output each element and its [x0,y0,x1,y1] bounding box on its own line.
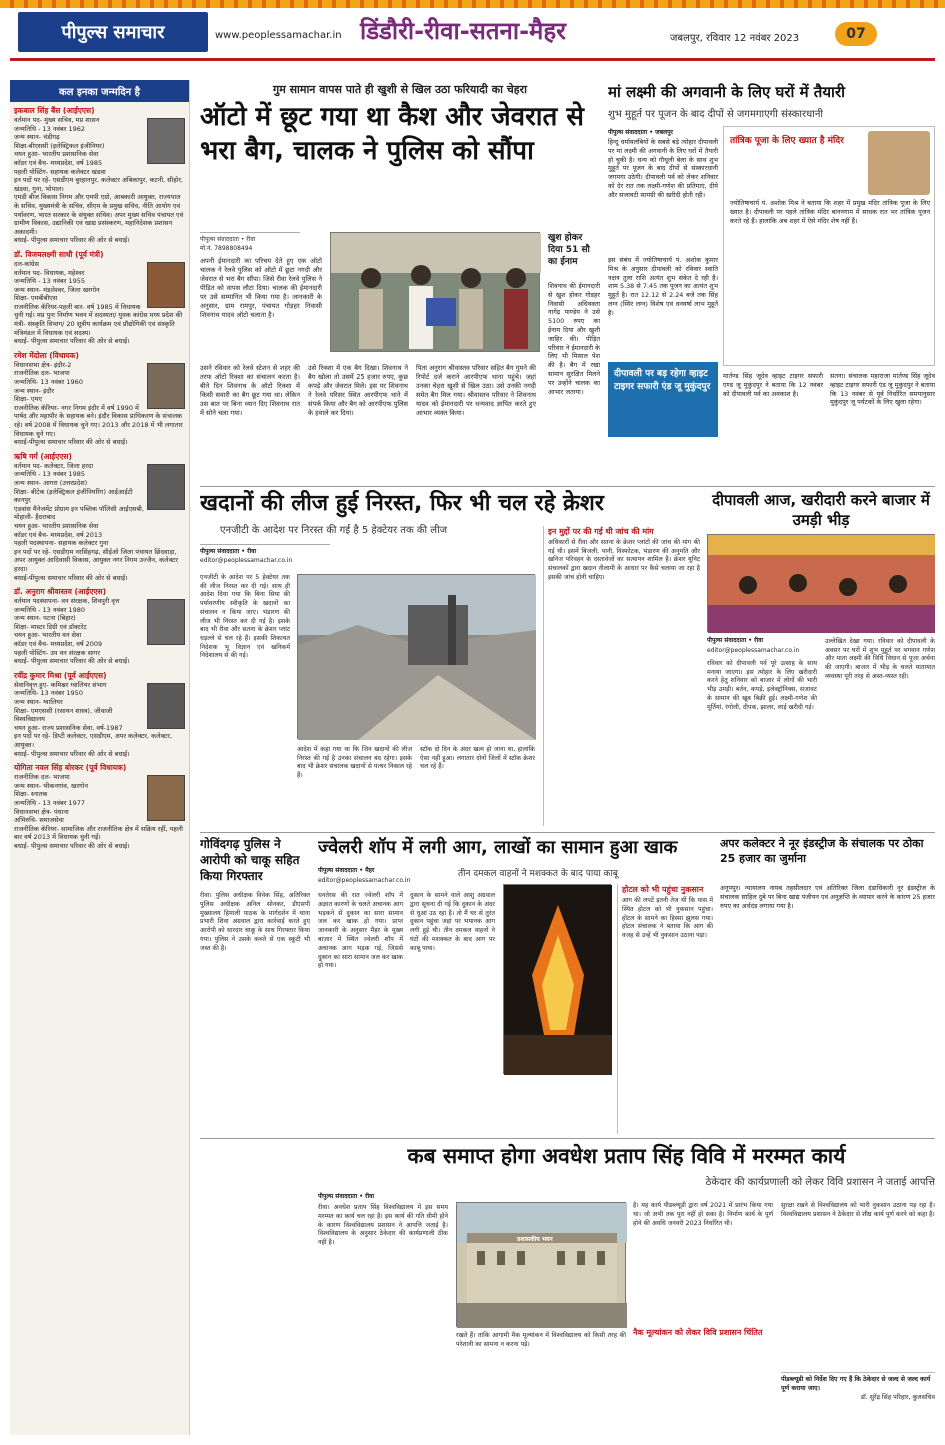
person-line: जन्म स्थान- चंडीगढ़ [14,133,60,142]
article-university [318,1142,935,1435]
person-line: सेवानिवृत्त हुए- कमिश्नर ग्वालियर संभाग [14,680,107,689]
article-col-2: आदेश में कहा गया था कि जिन खदानों की लीज निरस्त की गई है उनका संचालन बंद रहेगा। इसके बाद भी क्रेशर संचालक खदानों से पत्थर निकाल रहे हैं। [297,746,412,780]
quote-attribution: डॉ. सुरेंद्र सिंह परिहार, कुलसचिव [860,1393,935,1401]
person-line: विधानसभा क्षेत्र- इंदौर-2 [14,360,72,369]
person-name: डॉ. अनुराग श्रीवास्तव (आईएएस) [14,587,107,597]
birthday-person-1 [14,106,185,245]
article-crusher [200,490,700,830]
article-col-1: रविवार को दीपावली पर्व पूरे उत्साह के साथ मनाया जाएगा। इस त्योहार के लिए खरीदारी करने हेतु शनिवार को बाजार में लोगों की भारी भीड़ उमड़ी। बर्तन, कपड़े, इलेक्ट्रॉनिक्स, सजावट के सामान की खूब बिक्री हुई। लक्ष्मी-गणेश की मूर्तियां, रंगोली, दीपक, झालर, लाई खरीदी गई। [707,660,817,711]
article-govindgarh [200,836,310,1136]
person-line: शिक्षा-बीएससी (इलेक्ट्रिकल इंजीनियर) [14,141,105,150]
person-photo [147,683,185,729]
person-photo [147,599,185,645]
zoo-ad-box[interactable] [608,362,718,437]
person-line: बधाई- पीपुल्स समाचार परिवार की ओर से बधाई। [14,657,130,666]
article-byline: पीपुल्स संवाददाता • रीवा [200,544,330,557]
fire-icon [504,885,612,1075]
article-col-2: उसने रविवार को रेलवे स्टेशन से शहर की तरफ ऑटो रिक्शा का संचालन करता है। बीते दिन शिवनाथ के ऑटो रिक्शा में किसी सवारी का बैग छूट गया था। लेकिन उस बात पर बिना ध्यान दिए शिवनाथ रात में सोने चला गया। [200,364,300,417]
article-col-4: सतना। संचालक महाराजा मार्तण्ड सिंह जूदेव व्हाइट टाइगर सफारी एंड जू मुकुंदपुर ने बताया कि 13 नवंबर से पूर्व निर्धारित समयानुसार मुकुंदपुर जू पर्यटकों के लिए खुला रहेगा। [830,372,935,407]
date: जबलपुर, रविवार 12 नवंबर 2023 [670,33,800,44]
person-line: कॉडर एवं बैच- मध्यप्रदेश, वर्ष 2013 [14,530,103,539]
article-col-5: शिवनाथ की ईमानदारी से खुश होकर गोडहर निवासी अधिवक्ता नागेंद्र पाण्डेय ने उसे 5100 रुपए का ईनाम दिया और खुशी जाहिर की। पीड़ित परिवार ने ईमानदारी के लिए भी मिसाल पेश की है। बैग में रखा सामान सुरक्षित मिलने पर उन्होंने चालक का आभार जताया। [548,282,600,396]
edition-title: डिंडौरी-रीवा-सतना-मैहर [360,17,566,45]
person-line: जन्म स्थान- इंदौर [14,386,55,395]
person-line: चयन हुआ- भारतीय प्रशासनिक सेवा [14,150,99,159]
article-diwali-market [707,490,935,830]
university-photo [456,1202,626,1327]
article-photo [330,232,540,352]
person-name: योगिता नवल सिंह बोरकर (पूर्व विधायक) [14,763,127,773]
person-line: जन्म स्थान- मंडलेश्वर, जिला खरगोन [14,285,100,294]
person-line: वर्तमान पदस्थापना- वन संरक्षक, शिवपुरी वृत्त [14,597,120,606]
person-line: शिक्षा- एमए [14,395,42,404]
article-byline: पीपुल्स संवाददाता • मैहर [318,867,375,874]
person-line: वर्तमान पद- मुख्य सचिव, मप्र शासन [14,116,100,124]
birthday-sidebar [10,80,190,1435]
article-col-3: मार्तण्ड सिंह जूदेव व्हाइट टाइगर सफारी एण्ड जू मुकुंदपुर ने बताया कि 12 नवंबर को दीपावली पर्व का अवकाश है। [723,372,823,398]
article-headline: गोविंदगढ़ पुलिस ने आरोपी को चाकू सहित किया गिरफ्तार [200,837,300,883]
person-line: जन्म स्थान- पटना (बिहार) [14,614,76,623]
person-line: शिक्षा- स्नातक [14,790,48,799]
person-line: कॉडर एवं बैच- मध्यप्रदेश, वर्ष 1985 [14,158,103,167]
person-line: पहली पदस्थापना- सहायक कलेक्टर गुना [14,539,109,548]
article-byline: पीपुल्स संवाददाता • रीवा [200,232,300,243]
photo-people-icon [331,233,541,353]
birthday-person-3 [14,351,185,447]
article-headline: ऑटो में छूट गया था कैश और जेवरात से भरा बैग, चालक ने पुलिस को सौंपा [200,102,584,166]
person-line: जन्मतिथि - 13 नवंबर 1980 [14,605,86,614]
person-name: ऋषि गर्ग (आईएएस) [14,451,72,461]
article-col-1: रीवा। अवधेश प्रताप सिंह विश्वविद्यालय में इस समय मरम्मत का कार्य चल रहा है। इस कार्य की गति धीमी होने के कारण विश्वविद्यालय प्रशासन ने आपत्ति जताई है। विश्वविद्यालय के अनुसार ठेकेदार की कार्यप्रणाली ठीक नहीं है। [318,1204,448,1247]
person-name: रवींद्र कुमार मिश्रा (पूर्व आईएएस) [14,670,107,680]
article-headline: मां लक्ष्मी की अगवानी के लिए घरों में तैयारी [608,83,845,101]
article-headline: कब समाप्त होगा अवधेश प्रताप सिंह विवि में मरम्मत कार्य [407,1144,846,1168]
crusher-photo [297,574,535,739]
article-col-1: धनतेरस की रात ज्वेलरी शॉप में अज्ञात कारणों के चलते अचानक आग भड़कने से दुकान का सारा सामान जल कर खाक हो गया। प्राप्त जानकारी के अनुसार मैहर के मुख्य बाजार में स्थित ज्वेलरी शॉप में अचानक आग भड़क गई, जिससे दुकान का सारा सामान जल कर खाक हो गया। [318,892,403,970]
hotel-box [617,884,713,1134]
person-line: जन्मतिथि - 13 नवंबर 1962 [14,124,86,133]
article-headline: दीपावली आज, खरीदारी करने बाजार में उमड़ी भीड़ [712,491,930,529]
person-line: जन्मतिथि - 13 नवंबर 1985 [14,470,86,479]
fire-photo [503,884,611,1074]
person-line: राजनीतिक कॅरियर- नगर निगम इंदौर में वर्ष 1990 में पार्षद और महापौर के सहायक बने। इंदौर विकास प्राधिकरण के संचालक रहे। वर्ष 2008 में विधायक चुने गए। 2013 और 2018 में भी लगातार विधायक चुने गए। [14,403,183,438]
demand-box-text: अधिकारों से रीवा और सतना के क्रेशर प्लांटों की जांच की मांग की गई थी। इसमें बिजली, पानी, विस्फोटक, भंडारण की अनुमति और खनिज परिवहन के दस्तावेजों का सत्यापन शामिल है। क्रेशर यूनिट संचालकों द्वारा खदान नीलामी के आधार पर कैसे चलाया जा रहा है इसकी जांच होनी चाहिए। [548,539,700,581]
article-byline: पीपुल्स संवाददाता • जबलपुर [608,129,673,136]
birthday-person-6 [14,671,185,758]
person-line: कॉडर एवं बैच- मध्यप्रदेश, वर्ष 2009 [14,640,103,649]
person-line: जन्मतिथि- 13 नवंबर 1960 [14,378,83,387]
article-col-1: अपनी ईमानदारी का परिचय देते हुए एक ऑटो चालक ने रेलवे पुलिस को ऑटो में छूटा नगदी और जेवरात से भरा बैग सौंपा। जिसे रीवा रेलवे पुलिस ने पीड़ित को वापस लौटा दिया। चालक की ईमानदारी पर उसे सम्मानित भी किया गया है। जानकारी के अनुसार, ग्राम रामपुर, पंचायत गोड़हर निवासी शिवनाथ यादव ऑटो चलाता है। [200,257,322,319]
person-line: बधाई- पीपुल्स समाचार परिवार की ओर से बधाई। [14,236,130,245]
birthday-list [10,106,189,851]
demand-box-title: इन मुद्दों पर की गई थी जांच की मांग [548,527,654,536]
building-icon [457,1203,627,1328]
person-name: डॉ. विजयलक्ष्मी साधौ (पूर्व मंत्री) [14,249,104,259]
person-line: जन्मतिथि - 13 नवंबर 1955 [14,277,86,286]
zoo-ad-text: दीपावली पर बड़ रहेगा व्हाइट टाइगर सफारी एंड जू मुकुंदपुर [614,369,711,392]
article-text: अनूपपुर। न्यायालय नायब तहसीलदार एवं अतिरिक्त जिला दंडाधिकारी नूर इंडस्ट्रीज के संचालक साहिल दुबे पर बिना खाद्य पंजीयन एवं अनुज्ञप्ति के व्यापार करने के कारण 25 हजार रुपए का अर्थदंड लगाया गया है। [720,884,935,910]
article-text: रीवा। पुलिस अधीक्षक विवेक सिंह, अतिरिक्त पुलिस अधीक्षक अनिल सोनकर, डीएसपी मुख्यालय हिमाली पाठक के मार्गदर्शन में थाना प्रभारी शिवा अग्रवाल द्वारा कार्रवाई करते हुए आरोपी को धारदार चाकू के साथ गिरफ्तार किया गया। पुलिस ने उसके कब्जे से एक स्कूटी भी जब्त की है। [200,892,310,952]
person-line: दल-कांग्रेस [14,259,39,268]
person-line: अभिरुचि- समाजसेवा [14,816,64,825]
person-line: राजनीतिक कॅरियर- सामाजिक और राजनीतिक क्षेत्र में सक्रिय रहीं, पहली बार वर्ष 2013 में विधायक चुनी गईं। [14,824,183,842]
person-line: एमडी बीज विकास निगम और एमपी एग्रो, आबकारी आयुक्त, राज्यपाल के सचिव, मुख्यमंत्री के सचिव, सीएम के प्रमुख सचिव, नीति आयोग एवं पर्यावरण, भारत सरकार के संयुक्त सचिव। अपर मुख्य सचिव पंचायत एवं ग्रामीण विकास, उद्यानिकी एवं खाद्य प्रसंस्करण, महानिदेशक प्रशासन अकादमी। [14,193,184,236]
article-subhead: नैक मूल्यांकन को लेकर विवि प्रशासन चिंतित [633,1328,763,1337]
article-noor-fine [720,836,935,1136]
article-col-1: एनजीटी के आदेश पर 5 हेक्टेयर तक की लीज निरस्त कर दी गई। साथ ही आदेश दिया गया कि बिना सिया की पर्यावरणीय स्वीकृति के खदानों का संचालन न किया जाए। भंडारण की लीज भी निरस्त कर दी गई है। इसके बाद भी रीवा और सतना के क्रेशर प्लांट धड़ल्ले से चल रहे हैं। इसकी शिकायत निदेशक भू विज्ञान एवं खनिकर्म निदेशालय से की गई। [200,574,290,660]
birthday-person-5 [14,587,185,666]
logo[interactable] [18,12,208,52]
photo-caption: खुश होकर दिया 51 सौ का ईनाम [548,233,590,267]
article-byline: पीपुल्स संवाददाता • रीवा [318,1193,375,1200]
row-divider [200,486,935,487]
article-headline: अपर कलेक्टर ने नूर इंडस्ट्रीज के संचालक पर ठोका 25 हजार का जुर्माना [720,837,924,865]
article-col-2: दुकान के सामने वाले आशु अग्रवाल द्वारा सूचना दी गई कि दुकान के अंदर से धुआं उठ रहा है। तो मैं घर से तुरंत दुकान पहुंचा जहां पर भयानक आग लगी हुई थी। तीन दमकल वाहनों ने घंटों की मशक्कत के बाद आग पर काबू पाया। [410,892,495,952]
info-box [723,126,935,366]
article-email: editor@peoplessamachar.co.in [200,557,293,564]
person-line: जन्म स्थान- भीकनगांव, खरगोन [14,781,88,790]
page-number-badge [835,22,877,46]
hotel-box-text: आग की लपटें इतनी तेज थीं कि पास में स्थित होटल को भी नुकसान पहुंचा। होटल के सामने का हिस्सा झुलस गया। होटल संचालक ने बताया कि आग की वजह से उन्हें भी नुकसान उठाना पड़ा। [622,897,713,940]
person-line: बधाई-पीपुल्स समाचार परिवार की ओर से बधाई। [14,438,128,447]
person-line: पहली पोस्टिंग- उप वन संरक्षक सागर [14,648,101,657]
person-line: जन्म स्थान- ग्वालियर [14,698,63,707]
person-line: शिक्षा- एमबीबीएस [14,294,58,303]
article-col-2: इस संबंध में ज्योतिषाचार्य पं. अशोक कुमार मिश्र के अनुसार दीपावली को रविवार स्वाति नक्षत्र तुला राशि अत्यंत शुभ संकेत दे रही है। शाम 5.38 से 7.45 तक पूजन का अत्यंत शुभ मुहूर्त है। रात 12.12 से 2.24 बजे तक सिंह लग्न (स्थिर लग्न) विशेष एवं धनवर्षा लाभ मुहूर्त है। [608,256,718,317]
article-col-4: सुरक्षा रखने से विश्वविद्यालय को भारी नुकसान उठाना पड़ रहा है। विश्वविद्यालय प्रशासन ने ठेकेदार से शीघ्र कार्य पूर्ण करने को कहा है। [781,1202,935,1218]
masthead-rule [10,58,935,61]
page-number: 07 [846,26,866,42]
person-line: इन पदों पर रहे- एसडीएम नरसिंहगढ़, सीईओ जिला पंचायत छिंदवाड़ा, अपर आयुक्त आदिवासी विकास, आयुक्त नगर निगम उज्जैन, कलेक्टर हरदा। [14,547,179,573]
person-photo [147,464,185,510]
person-line: शिक्षा- एमएससी (रसायन शास्त्र), जीवाजी विश्वविद्यालय [14,706,113,724]
person-line: वर्तमान पद- कलेक्टर, जिला हरदा [14,461,94,470]
person-line: बधाई-पीपुल्स समाचार परिवार की ओर से बधाई। [14,573,128,582]
reporter-phone: मो.नं. 7898808494 [200,245,253,252]
demand-box [543,526,700,826]
market-crowd-icon [708,535,935,633]
person-line: जन्म स्थान- आगरा (उत्तरप्रदेश) [14,478,88,487]
person-line: बधाई- पीपुल्स समाचार परिवार की ओर से बधाई। [14,841,130,850]
person-line: राजनीतिक कॅरियर-पहली बार- वर्ष 1985 में विधायक चुनी गई। मप्र पुनः निर्माण भवन में सदस्यता/ युवक कांग्रेस मध्य प्रदेश की मंत्री- संस्कृति विभाग/ 20 सूत्रीय कार्यक्रम एवं प्रौद्योगिकी एवं संस्कृति मंत्रिमंडल में विधायक एवं सदस्य। [14,302,183,337]
article-deck: ठेकेदार की कार्यप्रणाली को लेकर विवि प्रशासन ने जताई आपत्ति [705,1177,935,1188]
article-col-3: उसे रिक्शा में एक बैग दिखा। शिवनाथ ने बैग खोला तो उसमें 25 हजार रुपए, कुछ कपड़े और जेवरात मिले। इस पर शिवनाथ ने रेलवे परिसर स्थित आरपीएफ थाने में संपर्क किया और बैग को आरपीएफ पुलिस के हवाले कर दिया। [308,364,408,417]
person-line: चयन हुआ- भारतीय वन सेवा [14,631,82,640]
market-photo [707,534,935,632]
article-col-3: स्टॉक दो दिन के अंदर खत्म हो जाना था, हालांकि ऐसा नहीं हुआ। लगातार दोनों जिलों में स्टॉक क्रेशर चल रहे हैं। [420,746,535,771]
article-email: editor@peoplessamachar.co.in [707,647,800,654]
masthead [0,0,945,64]
box-portrait [868,131,930,195]
article-col-4: पिता अनुराग श्रीवास्तव परिवार सहित बैग गुमने की रिपोर्ट दर्ज कराने आरपीएफ थाना पहुंचे। जहां उनका चेहरा खुशी से खिल उठा। उसे उनकी नगदी समेत बैग मिल गया। श्रीवास्तव परिवार ने शिवनाथ यादव को ईमानदारी पर धन्यवाद ज्ञापित करते हुए आभार व्यक्त किया। [416,364,536,417]
article-deck: एनजीटी के आदेश पर निरस्त की गई है 5 हेक्टेयर तक की लीज [220,525,448,536]
article-deck: शुभ मुहूर्त पर पूजन के बाद दीपों से जगमगाएगी संस्कारधानी [608,109,823,120]
person-photo [147,363,185,409]
person-photo [147,118,185,164]
person-name: रमेश मेंदोला (विधायक) [14,350,79,360]
quote-text: पीडब्ल्यूडी को निर्देश दिए गए हैं कि ठेकेदार से जल्द से जल्द कार्य पूर्ण कराया जाए। [781,1376,931,1392]
logo-text: पीपुल्स समाचार [61,22,165,43]
building-label: प्रशासकीय भवन [517,1236,553,1243]
birthday-person-2 [14,250,185,346]
person-line: शिक्षा- मास्टर डिग्री एवं डॉक्टरेट [14,622,87,631]
article-byline: पीपुल्स संवाददाता • रीवा [707,637,764,644]
person-line: राजनीतिक दल- भाजपा [14,773,70,782]
article-col-1: हिन्दू धर्मावलंबियों के सबसे बड़े त्योहार दीपावली पर मां लक्ष्मी की अगवानी के लिए घरों में तैयारी हो चुकी है। धन्य को गौधूली बेला के साथ शुभ मुहूर्त पर पूजन के बाद दीपों से संस्कारधानी जगमगा उठेगी। दीपावली पर्व को लेकर शनिवार को देर रात तक लक्ष्मी-गणेश की प्रतिमाएं, दीये और सजावटी सामग्री की खरीदी होती रही। [608,138,718,199]
person-line: राजनीतिक दल- भाजपा [14,369,70,378]
person-line: विधानसभा क्षेत्र- पंधाना [14,807,69,816]
hotel-box-title: होटल को भी पहुंचा नुकसान [622,885,704,894]
article-col-2: उल्लेखित देखा गया। रविवार को दीपावली के अवसर पर घरों में शुभ मुहूर्त पर भगवान गणेश और माता लक्ष्मी की विधि विधान से पूजा अर्चना की जाएगी। बाजार में भीड़ के चलते यातायात व्यवस्था पूरी तरह से अस्त-व्यस्त रही। [825,638,935,680]
article-headline: खदानों की लीज हुई निरस्त, फिर भी चल रहे क्रेशर [200,491,604,516]
article-lakshmi [608,82,935,492]
person-line: इन पदों पर रहे- एसडीएम बुरहानपुर, कलेक्टर अंबिकापुर, कटनी, सीहोर, खंडवा, गुना, भोपाल। [14,176,184,193]
row-divider [200,832,935,833]
person-line: शिक्षा- बीटेक (इलेक्ट्रिकल इंजीनियरिंग) आईआईटी कानपुर [14,487,133,505]
person-line: बधाई- पीपुल्स समाचार परिवार की ओर से बधाई। [14,337,130,346]
website[interactable]: www.peoplessamachar.in [215,30,342,41]
person-line: जन्मतिथि - 13 नवंबर 1977 [14,798,86,807]
person-photo [147,775,185,821]
marigold-decoration [0,0,945,8]
article-email: editor@peoplessamachar.co.in [318,877,411,884]
person-line: जन्मतिथि- 13 नवंबर 1950 [14,689,83,698]
row-divider [200,1138,935,1139]
article-jewelry-fire [318,836,713,1136]
crusher-icon [298,575,536,740]
person-line: चयन हुआ- राज्य प्रशासनिक सेवा, वर्ष-1987 [14,723,123,732]
birthday-person-4 [14,452,185,582]
person-photo [147,262,185,308]
birthday-person-7 [14,763,185,850]
birthday-title: कल इनका जन्मदिन है [59,87,140,98]
quote-box [781,1372,935,1432]
person-line: वर्तमान पद- विधायक, महेश्वर [14,268,85,277]
birthday-title-bar [10,80,189,102]
person-line: इन पदों पर रहे- डिप्टी कलेक्टर, एसडीएम, अपर कलेक्टर, कलेक्टर, आयुक्त। [14,732,173,749]
article-deck: तीन दमकल वाहनों ने मशक्कत के बाद पाया काबू [458,869,618,879]
box-text: ज्योतिषाचार्य पं. अशोक मिश्र ने बताया कि शहर में प्रमुख मंदिर तांत्रिक पूजा के लिए ख्यात है। दीपावली पर पहले तांत्रिक मंदिर बाननगाम में साधक रात भर तांत्रिक पूजन करते रहे हैं। हालांकि अब शहर में ऐसे मंदिर शेष नहीं हैं। [730,199,930,225]
person-line: चयन हुआ- भारतीय प्रशासनिक सेवा [14,521,99,530]
person-line: पहली पोस्टिंग- सहायक कलेक्टर खंडवा [14,167,106,176]
person-name: इकबाल सिंह बैंस (आईएएस) [14,106,95,115]
person-line: एडवांस मैनेजमेंट प्रोग्राम इन पब्लिक पॉलिसी आईएसबी, मोहाली- हैदराबाद [14,504,144,522]
person-line: बधाई- पीपुल्स समाचार परिवार की ओर से बधाई। [14,749,130,758]
box-title: तांत्रिक पूजा के लिए ख्यात है मंदिर [730,136,844,146]
article-col-3: है। यह कार्य पीडब्ल्यूडी द्वारा वर्ष 2021 में प्रारंभ किया गया था। जो अभी तक पूरा नहीं हो सका है। निर्माण कार्य के पूर्ण होने की अवधि जनवरी 2023 निर्धारित थी। [633,1202,773,1227]
article-auto-bag [200,82,600,492]
article-headline: ज्वेलरी शॉप में लगी आग, लाखों का सामान हुआ खाक [318,837,678,858]
article-kicker: गुम सामान वापस पाते ही खुशी से खिल उठा फरियादी का चेहरा [273,83,527,96]
article-col-2: रखते हैं। ताकि आगामी मैक मूल्यांकन में विश्वविद्यालय को किसी तरह की परेशानी का सामना न करना पड़े। [456,1332,626,1348]
